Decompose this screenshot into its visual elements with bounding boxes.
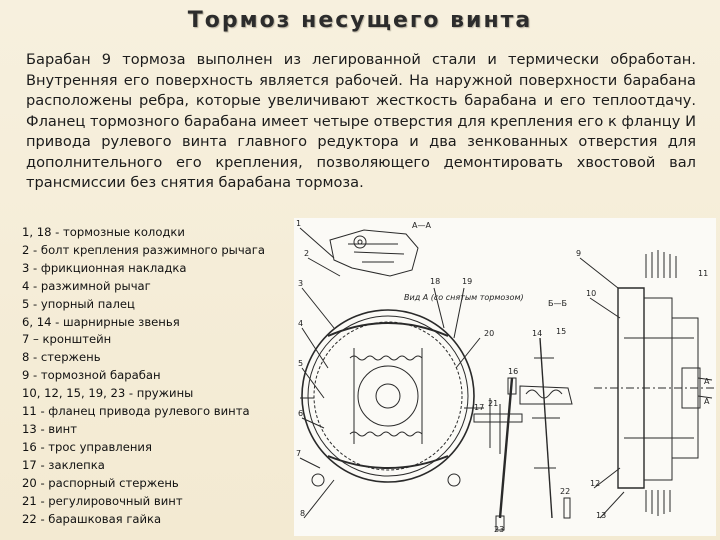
callout-19: 19 (462, 277, 473, 286)
callout-15: 15 (556, 327, 567, 336)
adjusting-screw (540, 338, 552, 518)
legend-item: 8 - стержень (22, 350, 101, 365)
legend-item: 3 - фрикционная накладка (22, 260, 187, 275)
legend-item: 2 - болт крепления разжимного рычага (22, 242, 265, 257)
callout-6: 6 (298, 409, 304, 418)
callout-17: 17 (474, 403, 485, 412)
arrow-a-bottom-label: А (704, 397, 710, 406)
slide-title: Тормоз несущего винта (187, 8, 533, 33)
callout-14: 14 (532, 329, 543, 338)
parts-legend (22, 224, 292, 528)
callout-18: 18 (430, 277, 441, 286)
callout-3: 3 (298, 279, 304, 288)
callout-16: 16 (508, 367, 519, 376)
legend-item: 13 - винт (22, 421, 78, 436)
description-paragraph: Барабан 9 тормоза выполнен из легированной стали и термически обработан. Внутренняя его поверхность является рабочей. На наружной поверхности барабана расположены ребра, которые увеличивают жесткость барабана и его теплоотдачу. Фланец тормозного барабана имеет четыре отверстия для крепления его к фланцу И привода рулевого винта главного редуктора и два зенкованных отверстия для дополнительного его крепления, позволяющего демонтировать хвостовой вал трансмиссии без снятия барабана тормоза. (26, 51, 696, 191)
legend-item: 11 - фланец привода рулевого винта (22, 404, 250, 419)
brake-drum-outline (302, 310, 474, 482)
callout-2: 2 (304, 249, 310, 258)
view-a-note: Вид А (со снятым тормозом) (404, 293, 524, 302)
spring-upper (350, 356, 422, 360)
legend-item: 5 - упорный палец (22, 296, 135, 311)
legend-item: 7 – кронштейн (22, 332, 112, 347)
callout-9: 9 (576, 249, 582, 258)
section-aa-label: А—А (412, 221, 431, 230)
legend-item: 17 - заклепка (22, 457, 105, 472)
section-bb-label: Б—Б (548, 299, 567, 308)
callout-23: 23 (494, 525, 505, 534)
spring-lower (350, 432, 422, 436)
legend-item: 22 - барашковая гайка (22, 511, 162, 526)
brake-technical-drawing (294, 218, 716, 536)
callout-13: 13 (596, 511, 607, 520)
callout-4: 4 (298, 319, 304, 328)
legend-item: 6, 14 - шарнирные звенья (22, 314, 180, 329)
callout-22: 22 (560, 487, 571, 496)
legend-item: 4 - разжимной рычаг (22, 278, 151, 293)
callout-12: 12 (590, 479, 601, 488)
callout-11: 11 (698, 269, 709, 278)
callout-8: 8 (300, 509, 306, 518)
legend-item: 20 - распорный стержень (22, 475, 179, 490)
legend-item: 16 - трос управления (22, 439, 152, 454)
legend-item: 10, 12, 15, 19, 23 - пружины (22, 386, 194, 401)
callout-21: 21 (488, 399, 499, 408)
callout-7: 7 (296, 449, 302, 458)
legend-item: 1, 18 - тормозные колодки (22, 225, 185, 239)
callout-10: 10 (586, 289, 597, 298)
legend-item: 9 - тормозной барабан (22, 368, 161, 383)
spacer-rod (500, 378, 512, 518)
brake-drawing-svg (294, 218, 716, 536)
arrow-a-top-label: А (704, 377, 710, 386)
callout-20: 20 (484, 329, 495, 338)
legend-item: 21 - регулировочный винт (22, 493, 183, 508)
drum-cooling-fins (646, 250, 676, 278)
callout-1: 1 (296, 219, 302, 228)
callout-5: 5 (298, 359, 304, 368)
